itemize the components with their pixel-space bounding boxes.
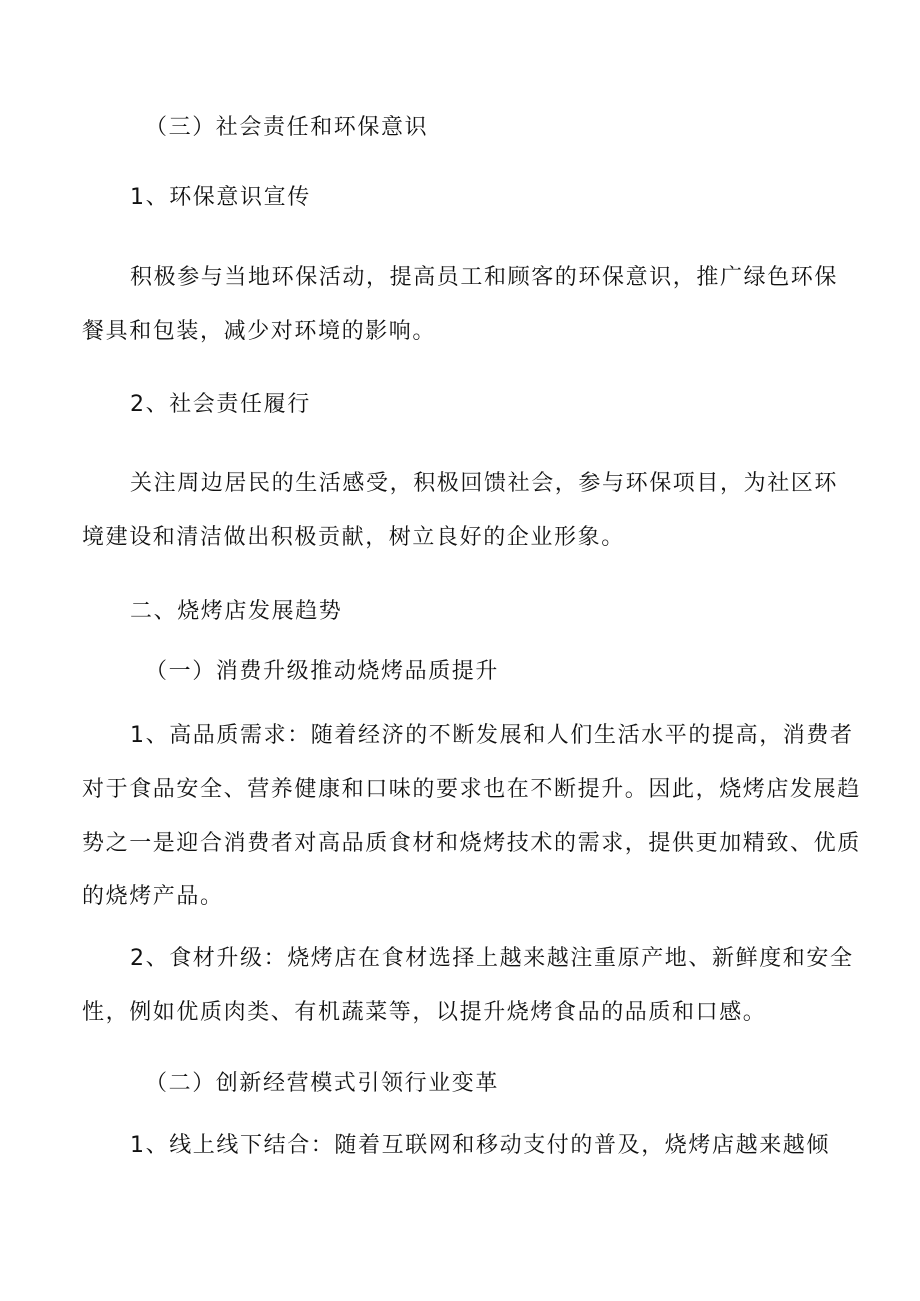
paragraph-line: 境建设和清洁做出积极贡献，树立良好的企业形象。 xyxy=(82,525,625,550)
paragraph-line: 1、线上线下结合：随着互联网和移动支付的普及，烧烤店越来越倾 xyxy=(130,1133,830,1158)
subheading-environmental-awareness: 1、环保意识宣传 xyxy=(130,185,311,210)
section-heading-development-trends: 二、烧烤店发展趋势 xyxy=(130,599,343,624)
subsection-heading-consumption-upgrade: （一）消费升级推动烧烤品质提升 xyxy=(145,659,500,684)
paragraph-line: 1、高品质需求：随着经济的不断发展和人们生活水平的提高，消费者 xyxy=(130,723,854,748)
paragraph-line: 的烧烤产品。 xyxy=(82,884,224,909)
paragraph-line: 对于食品安全、营养健康和口味的要求也在不断提升。因此，烧烤店发展趋 xyxy=(82,777,861,802)
paragraph-line: 势之一是迎合消费者对高品质食材和烧烤技术的需求，提供更加精致、优质 xyxy=(82,831,861,856)
paragraph-line: 2、食材升级：烧烤店在食材选择上越来越注重原产地、新鲜度和安全 xyxy=(130,946,854,971)
section-heading-social-responsibility: （三）社会责任和环保意识 xyxy=(145,115,429,140)
paragraph-line: 餐具和包装，减少对环境的影响。 xyxy=(82,319,437,344)
paragraph-line: 积极参与当地环保活动，提高员工和顾客的环保意识，推广绿色环保 xyxy=(130,265,839,290)
subsection-heading-business-model: （二）创新经营模式引领行业变革 xyxy=(145,1071,500,1096)
paragraph-line: 性，例如优质肉类、有机蔬菜等，以提升烧烤食品的品质和口感。 xyxy=(82,1000,767,1025)
subheading-social-responsibility-performance: 2、社会责任履行 xyxy=(130,392,311,417)
paragraph-line: 关注周边居民的生活感受，积极回馈社会，参与环保项目，为社区环 xyxy=(130,471,839,496)
